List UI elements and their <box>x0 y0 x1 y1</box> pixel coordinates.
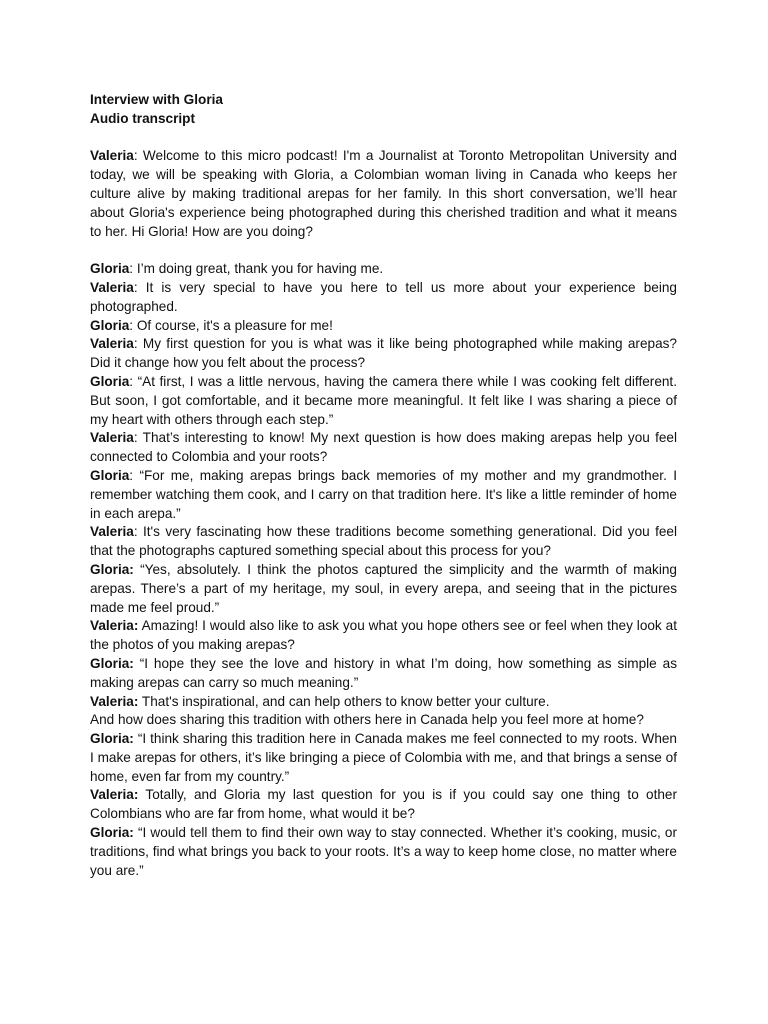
transcript-page <box>90 91 677 880</box>
speaker-name: Gloria <box>90 467 130 483</box>
dialogue-line <box>90 824 677 880</box>
dialogue-line <box>90 730 677 786</box>
utterance-text: “For me, making arepas brings back memories of my mother and my grandmother. I remember watching them cook, and I carry on that tradition here. It's like a little reminder of home in each arepa.” <box>90 467 678 521</box>
dialogue-line <box>90 373 677 429</box>
speaker-name: Gloria: <box>90 825 134 841</box>
utterance-text: Amazing! I would also like to ask you what you hope others see or feel when they look at the photos of you making arepas? <box>90 618 677 653</box>
dialogue-line <box>90 467 677 523</box>
speaker-separator: : <box>129 317 137 333</box>
utterance-text: My first question for you is what was it like being photographed while making arepas? Did it change how you felt about the process? <box>90 336 677 371</box>
dialogue-line <box>90 786 677 824</box>
speaker-name: Gloria: <box>90 655 134 671</box>
dialogue-line <box>90 523 677 561</box>
utterance-text: Of course, it's a pleasure for me! <box>136 317 333 333</box>
utterance-text: I’m doing great, thank you for having me. <box>136 261 384 277</box>
speaker-separator: : <box>133 524 143 540</box>
dialogue-line <box>90 711 677 730</box>
utterance-text: “I think sharing this tradition here in Canada makes me feel connected to my roots. When I make arepas for others, it’s like bringing a piece of Colombia with me, and that brings a sense of home, even far from my country.” <box>90 731 677 784</box>
speaker-name: Gloria <box>90 373 130 389</box>
utterance-text: “Yes, absolutely. I think the photos captured the simplicity and the warmth of making arepas. There’s a part of my heritage, my soul, in every arepa, and seeing that in the pictures made me feel proud.” <box>90 561 677 615</box>
utterance-text: Totally, and Gloria my last question for you is if you could say one thing to other Colombians who are far from home, what would it be? <box>90 787 678 822</box>
utterance-text: It's very fascinating how these traditions become something generational. Did you feel that the photographs captured something special about this process for you? <box>90 524 677 559</box>
dialogue-line <box>90 693 677 712</box>
speaker-name: Valeria <box>90 279 134 295</box>
dialogue-line <box>90 429 677 467</box>
spacer <box>90 241 677 260</box>
document-title: Interview with Gloria <box>90 92 223 107</box>
speaker-separator: : <box>133 148 143 164</box>
utterance-text: It is very special to have you here to tell us more about your experience being photographed. <box>90 279 677 314</box>
utterance-text: That’s interesting to know! My next question is how does making arepas help you feel connected to Colombia and your roots? <box>90 430 677 465</box>
speaker-name: Valeria <box>90 336 134 352</box>
dialogue-line <box>90 617 677 655</box>
utterance-text: “I hope they see the love and history in what I’m doing, how something as simple as making arepas can carry so much meaning.” <box>90 655 677 690</box>
spacer <box>90 129 677 148</box>
speaker-name: Gloria: <box>90 561 134 577</box>
intro-paragraph <box>90 147 677 241</box>
dialogue-line <box>90 260 677 279</box>
dialogue-line <box>90 317 677 336</box>
speaker-separator: : <box>129 467 140 483</box>
speaker-separator: : <box>133 336 143 352</box>
dialogue-line <box>90 335 677 373</box>
speaker-name: Valeria <box>90 430 134 446</box>
utterance-text: “I would tell them to find their own way to stay connected. Whether it’s cooking, music, or traditions, find what brings you back to your roots. It’s a way to keep home close, no matter where you are.” <box>90 825 678 878</box>
speaker-name: Gloria <box>90 261 130 277</box>
speaker-separator: : <box>129 261 137 277</box>
speaker-separator: : <box>133 279 146 295</box>
speaker-name: Gloria: <box>90 731 134 747</box>
dialogue-line <box>90 655 677 693</box>
speaker-separator: : <box>133 430 143 446</box>
utterance-text: That's inspirational, and can help others to know better your culture. <box>141 693 550 709</box>
speaker-name: Valeria <box>90 524 134 540</box>
utterance-text: Welcome to this micro podcast! I'm a Journalist at Toronto Metropolitan University and today, we will be speaking with Gloria, a Colombian woman living in Canada who keeps her culture alive by making traditional arepas for her family. In this short conversation, we’ll hear about Gloria's experience being photographed during this cherished tradition and what it means to her. Hi Gloria! How are you doing? <box>90 148 677 239</box>
dialogue-line <box>90 279 677 317</box>
speaker-name: Valeria: <box>90 618 139 634</box>
utterance-text: And how does sharing this tradition with others here in Canada help you feel more at home? <box>90 712 644 728</box>
utterance-text: “At first, I was a little nervous, having the camera there while I was cooking felt different. But soon, I got comfortable, and it became more meaningful. It felt like I was sharing a piece of my heart with others through each step.” <box>90 373 677 427</box>
dialogue-list <box>90 260 677 880</box>
speaker-name: Gloria <box>90 317 130 333</box>
speaker-separator: : <box>129 373 138 389</box>
document-subtitle: Audio transcript <box>90 110 195 126</box>
dialogue-line <box>90 561 677 617</box>
speaker-name: Valeria: <box>90 693 139 709</box>
speaker-name: Valeria <box>90 148 134 164</box>
speaker-name: Valeria: <box>90 787 139 803</box>
